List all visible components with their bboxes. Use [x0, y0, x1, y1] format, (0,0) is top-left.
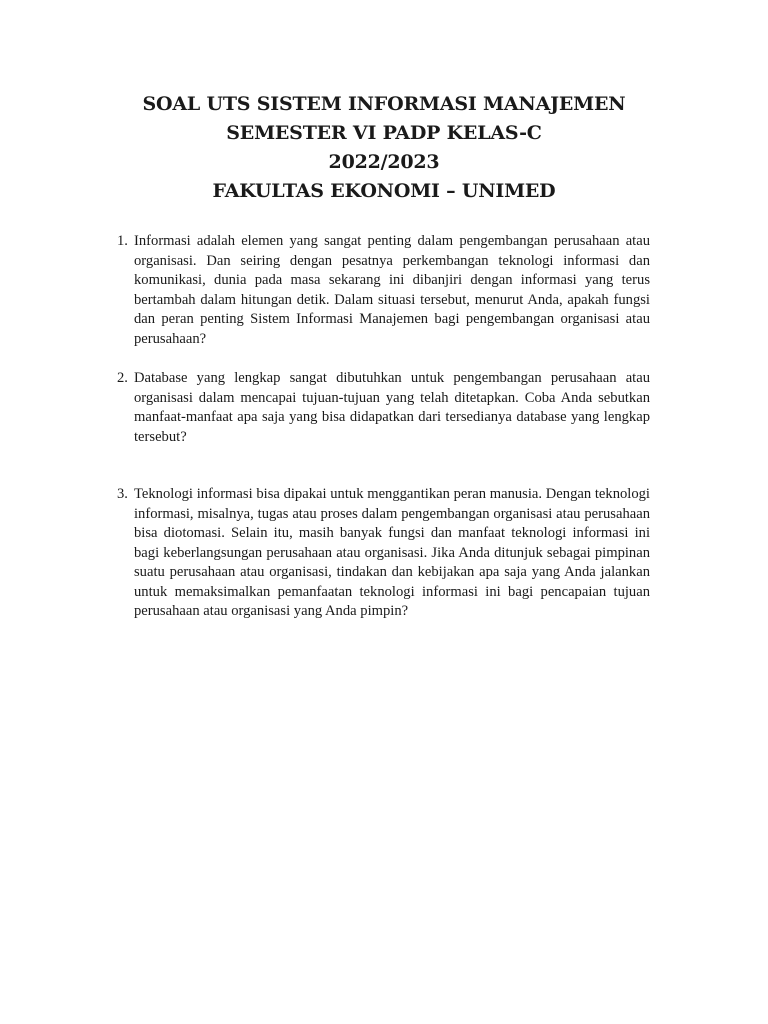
title-line-course: SOAL UTS SISTEM INFORMASI MANAJEMEN: [142, 93, 626, 115]
question-text: Teknologi informasi bisa dipakai untuk menggantikan peran manusia. Dengan teknologi informasi, misalnya, tugas atau proses dalam pengembangan organisasi atau perusahaan bisa diotomasi. Selain itu, masih banyak fungsi dan manfaat teknologi informasi ini bagi keberlangsungan perusahaan atau organisasi. Jika Anda ditunjuk sebagai pimpinan suatu perusahaan atau organisasi, tindakan dan kebijakan apa saja yang Anda jalankan untuk memaksimalkan pemanfaatan teknologi informasi ini bagi pencapaian tujuan perusahaan atau organisasi yang Anda pimpin?: [134, 486, 650, 619]
title-line-faculty: FAKULTAS EKONOMI – UNIMED: [212, 180, 556, 202]
question-number: 3.: [117, 486, 128, 502]
title-line-semester: SEMESTER VI PADP KELAS-C: [226, 122, 542, 144]
question-number: 2.: [117, 370, 128, 386]
title-line-year: 2022/2023: [328, 151, 440, 173]
question-text: Informasi adalah elemen yang sangat penting dalam pengembangan perusahaan atau organisasi. Dan seiring dengan pesatnya perkembangan teknologi informasi dan komunikasi, dunia pada masa sekarang ini dibanjiri dengan informasi yang terus bertambah dalam hitungan detik. Dalam situasi tersebut, menurut Anda, apakah fungsi dan peran penting Sistem Informasi Manajemen bagi pengembangan organisasi atau perusahaan?: [134, 233, 650, 347]
question-text: Database yang lengkap sangat dibutuhkan untuk pengembangan perusahaan atau organisasi dalam mencapai tujuan-tujuan yang telah ditetapkan. Coba Anda sebutkan manfaat-manfaat apa saja yang bisa didapatkan dari tersedianya database yang lengkap tersebut?: [134, 370, 650, 445]
exam-title: [0, 90, 768, 206]
question-list: [114, 232, 650, 622]
question-item: [114, 485, 650, 622]
question-item: [114, 232, 650, 349]
question-item: [114, 369, 650, 447]
question-number: 1.: [117, 233, 128, 249]
